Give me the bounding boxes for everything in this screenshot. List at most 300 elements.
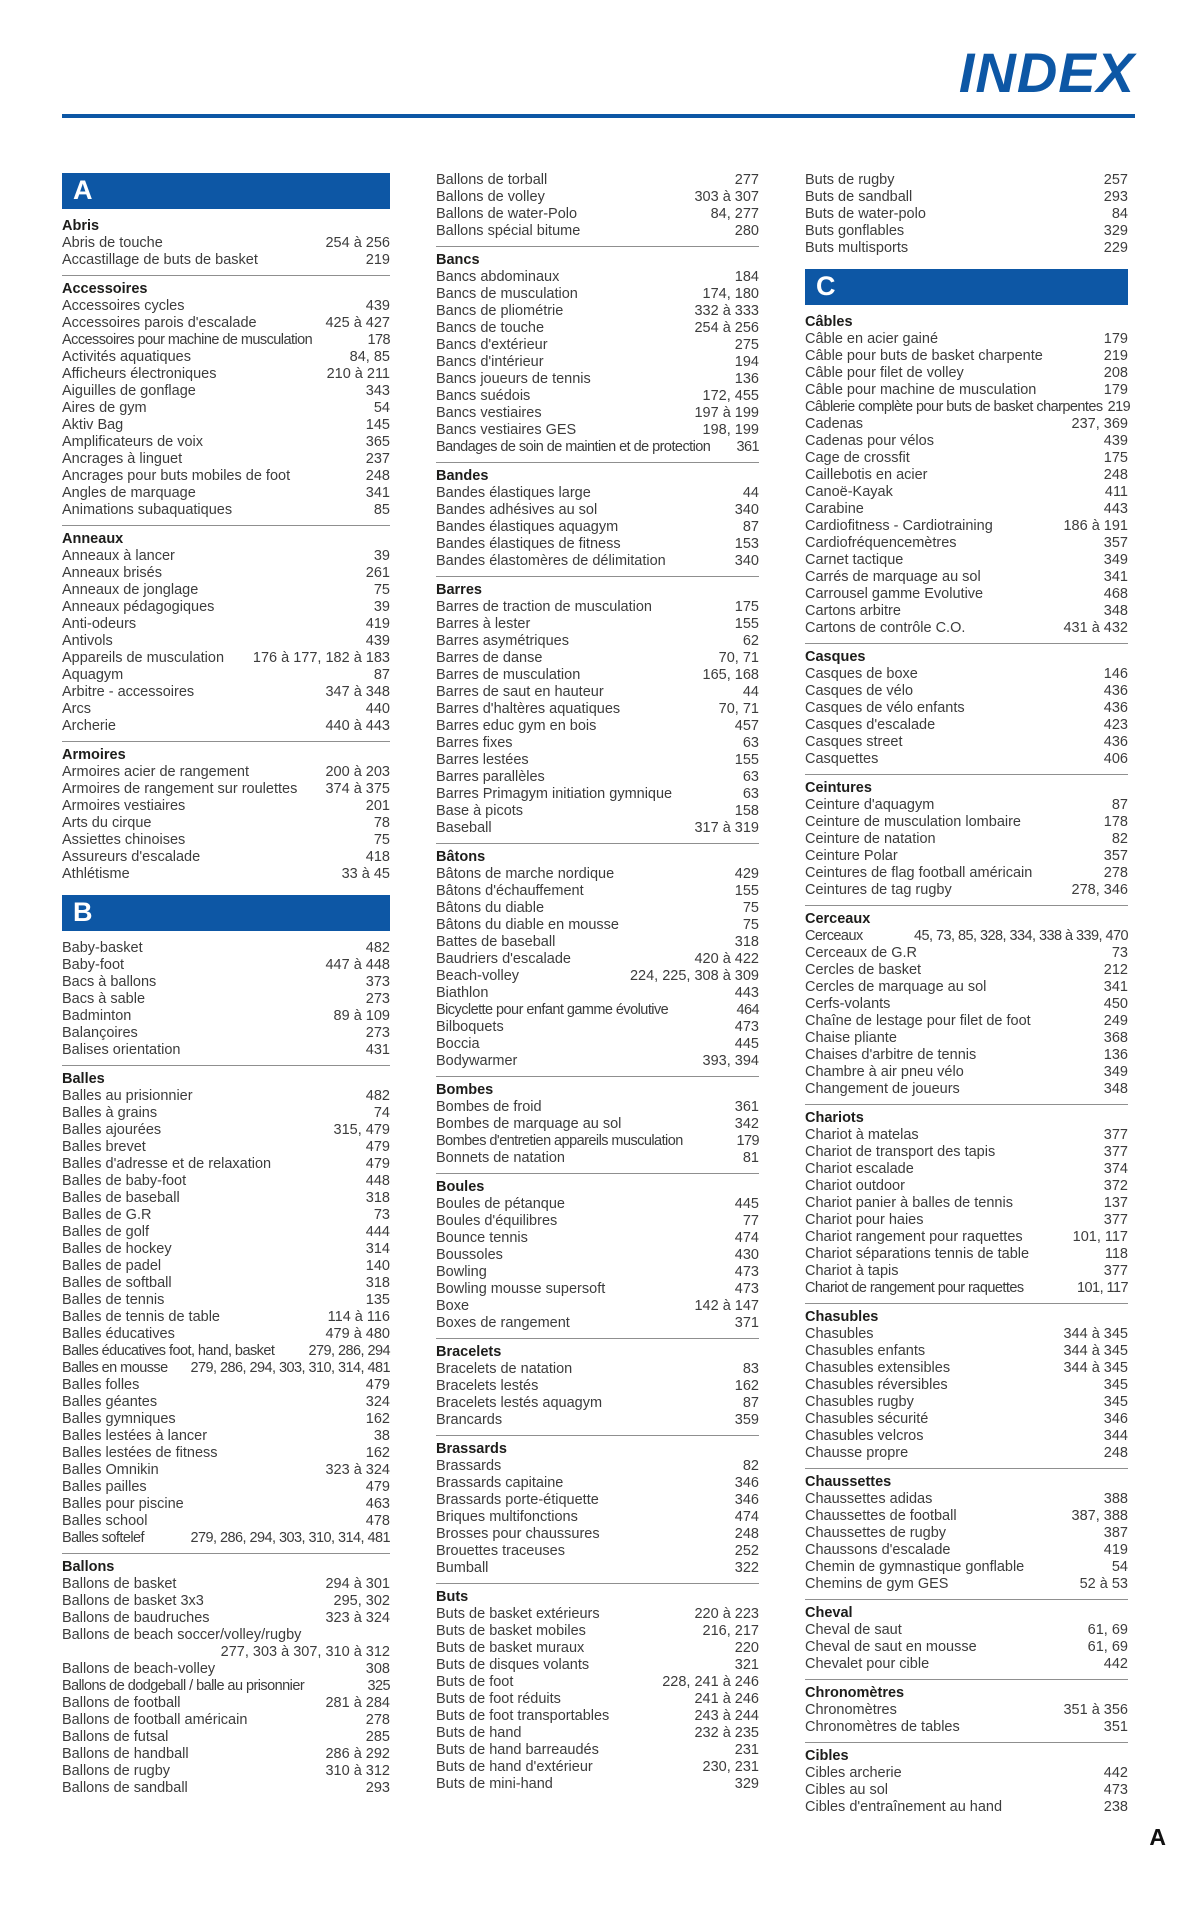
entry-label: Boules d'équilibres — [436, 1213, 558, 1229]
entry-pages: 479 — [365, 1156, 390, 1172]
entry-pages: 440 — [365, 701, 390, 717]
entry-pages: 419 — [1103, 1542, 1128, 1558]
entry-pages: 87 — [742, 1395, 759, 1411]
index-entry — [62, 565, 390, 582]
entry-pages: 349 — [1103, 552, 1128, 568]
entry-pages: 345 — [1103, 1394, 1128, 1410]
entry-label: Balles softelef — [62, 1530, 145, 1546]
entry-pages: 463 — [365, 1496, 390, 1512]
index-entry — [805, 865, 1128, 882]
entry-label: Chasubles velcros — [805, 1428, 924, 1444]
index-entry — [805, 1263, 1128, 1280]
entry-label: Casquettes — [805, 751, 879, 767]
index-entry — [805, 518, 1128, 535]
index-column-3 — [805, 172, 1131, 1816]
entry-label: Ceinture Polar — [805, 848, 898, 864]
entry-pages: 318 — [365, 1190, 390, 1206]
entry-label: Cadenas — [805, 416, 864, 432]
entry-pages: 39 — [373, 548, 390, 564]
entry-pages: 340 — [734, 553, 759, 569]
entry-label: Biathlon — [436, 985, 489, 1001]
entry-label: Changement de joueurs — [805, 1081, 960, 1097]
entry-label: Buts multisports — [805, 240, 909, 256]
entry-label: Chasubles réversibles — [805, 1377, 948, 1393]
entry-label: Balles de golf — [62, 1224, 150, 1240]
entry-pages: 439 — [365, 298, 390, 314]
index-entry — [62, 252, 390, 269]
entry-label: Bancs joueurs de tennis — [436, 371, 591, 387]
entry-pages: 346 — [1103, 1411, 1128, 1427]
entry-label: Arbitre - accessoires — [62, 684, 195, 700]
index-entry — [436, 599, 759, 616]
entry-pages: 248 — [734, 1526, 759, 1542]
entry-label: Balles en mousse — [62, 1360, 168, 1376]
entry-label: Baudriers d'escalade — [436, 951, 571, 967]
index-entry — [436, 388, 759, 405]
entry-pages: 186 à 191 — [1063, 518, 1128, 534]
entry-pages: 329 — [1103, 223, 1128, 239]
entry-label: Brouettes traceuses — [436, 1543, 565, 1559]
index-entry — [62, 451, 390, 468]
entry-pages: 332 à 333 — [694, 303, 759, 319]
index-entry — [62, 1309, 390, 1326]
entry-label: Buts de hand — [436, 1725, 522, 1741]
entry-label: Ballons de handball — [62, 1746, 189, 1762]
index-entry — [805, 962, 1128, 979]
entry-pages: 318 — [734, 934, 759, 950]
entry-pages: 85 — [373, 502, 390, 518]
entry-label: Barres à lester — [436, 616, 531, 632]
index-entry — [62, 366, 390, 383]
index-entry — [436, 1019, 759, 1036]
entry-label: Câblerie complète pour buts de basket charpentes — [805, 399, 1103, 415]
index-entry — [805, 797, 1128, 814]
entry-label: Ballons de torball — [436, 172, 548, 188]
entry-label: Casques d'escalade — [805, 717, 936, 733]
index-entry — [805, 365, 1128, 382]
page-letter: A — [1149, 1824, 1166, 1850]
entry-pages: 146 — [1103, 666, 1128, 682]
entry-pages: 343 — [365, 383, 390, 399]
entry-pages: 442 — [1103, 1656, 1128, 1672]
index-entry — [62, 815, 390, 832]
entry-pages: 377 — [1103, 1212, 1128, 1228]
entry-label: Carrés de marquage au sol — [805, 569, 981, 585]
section-header: Bracelets — [436, 1344, 502, 1360]
index-entry — [436, 1150, 759, 1167]
index-columns — [62, 172, 1131, 1816]
section-header: Chronomètres — [805, 1685, 905, 1701]
section-divider — [805, 1679, 1128, 1680]
index-entry — [62, 1712, 390, 1729]
entry-label: Bâtons de marche nordique — [436, 866, 615, 882]
entry-pages: 201 — [365, 798, 390, 814]
entry-pages: 279, 286, 294 — [308, 1343, 390, 1359]
index-entry — [62, 1258, 390, 1275]
index-entry — [805, 1178, 1128, 1195]
index-entry — [436, 1657, 759, 1674]
entry-pages: 44 — [742, 684, 759, 700]
entry-pages: 359 — [734, 1412, 759, 1428]
entry-pages: 135 — [365, 1292, 390, 1308]
entry-label: Cheval de saut en mousse — [805, 1639, 977, 1655]
section-header: Barres — [436, 582, 482, 598]
entry-label: Aires de gym — [62, 400, 147, 416]
entry-pages: 293 — [365, 1780, 390, 1796]
entry-pages: 344 à 345 — [1063, 1343, 1128, 1359]
entry-label: Ballons spécial bitume — [436, 223, 581, 239]
entry-label: Chariot pour haies — [805, 1212, 924, 1228]
entry-label: Chaîne de lestage pour filet de foot — [805, 1013, 1031, 1029]
entry-pages: 473 — [734, 1281, 759, 1297]
entry-pages: 346 — [734, 1492, 759, 1508]
entry-pages: 436 — [1103, 683, 1128, 699]
index-entry — [805, 484, 1128, 501]
section-header: Chaussettes — [805, 1474, 892, 1490]
entry-label: Barres d'haltères aquatiques — [436, 701, 621, 717]
index-entry — [62, 235, 390, 252]
index-entry — [436, 1492, 759, 1509]
entry-label: Buts de mini-hand — [436, 1776, 553, 1792]
entry-label: Badminton — [62, 1008, 132, 1024]
index-entry — [62, 582, 390, 599]
section-divider — [436, 576, 759, 577]
entry-pages: 155 — [734, 616, 759, 632]
index-entry — [436, 1196, 759, 1213]
entry-label: Bandes adhésives au sol — [436, 502, 598, 518]
entry-pages: 44 — [742, 485, 759, 501]
index-entry — [436, 1623, 759, 1640]
section-header: Cheval — [805, 1605, 853, 1621]
entry-label: Buts de foot transportables — [436, 1708, 610, 1724]
entry-pages: 325 — [367, 1678, 390, 1694]
entry-label: Balles à grains — [62, 1105, 158, 1121]
index-entry — [805, 552, 1128, 569]
entry-label: Câble en acier gainé — [805, 331, 939, 347]
index-entry — [805, 172, 1128, 189]
entry-pages: 145 — [365, 417, 390, 433]
entry-pages: 175 — [734, 599, 759, 615]
index-entry — [436, 1213, 759, 1230]
entry-label: Ballons de water-Polo — [436, 206, 578, 222]
entry-label: Antivols — [62, 633, 113, 649]
entry-label: Chaussettes de football — [805, 1508, 957, 1524]
entry-pages: 321 — [734, 1657, 759, 1673]
section-header: Accessoires — [62, 281, 148, 297]
entry-label: Bancs vestiaires GES — [436, 422, 577, 438]
entry-label: Ancrages pour buts mobiles de foot — [62, 468, 291, 484]
entry-pages: 172, 455 — [702, 388, 759, 404]
entry-label: Bicyclette pour enfant gamme évolutive — [436, 1002, 669, 1018]
index-entry — [62, 1428, 390, 1445]
entry-label: Chariot rangement pour raquettes — [805, 1229, 1023, 1245]
index-entry — [436, 1133, 759, 1150]
entry-label: Aquagym — [62, 667, 124, 683]
index-entry — [62, 1394, 390, 1411]
index-entry — [436, 1543, 759, 1560]
entry-label: Cerceaux — [805, 928, 863, 944]
entry-pages: 457 — [734, 718, 759, 734]
entry-label: Balises orientation — [62, 1042, 181, 1058]
entry-pages: 377 — [1103, 1144, 1128, 1160]
entry-pages: 228, 241 à 246 — [662, 1674, 759, 1690]
index-entry — [62, 1496, 390, 1513]
entry-pages: 347 à 348 — [325, 684, 390, 700]
entry-label: Chaussettes de rugby — [805, 1525, 947, 1541]
section-header: Cerceaux — [805, 911, 871, 927]
index-entry — [62, 940, 390, 957]
entry-pages: 198, 199 — [702, 422, 759, 438]
entry-label: Canoë-Kayak — [805, 484, 893, 500]
section-header: Bâtons — [436, 849, 486, 865]
entry-pages: 63 — [742, 786, 759, 802]
index-entry — [62, 1780, 390, 1797]
entry-label: Briques multifonctions — [436, 1509, 578, 1525]
entry-pages: 162 — [365, 1445, 390, 1461]
index-entry — [436, 1776, 759, 1793]
section-divider — [805, 1104, 1128, 1105]
entry-pages: 314 — [365, 1241, 390, 1257]
entry-label: Bancs de musculation — [436, 286, 578, 302]
index-entry — [805, 348, 1128, 365]
entry-pages: 212 — [1103, 962, 1128, 978]
entry-pages: 82 — [742, 1458, 759, 1474]
index-entry — [62, 1139, 390, 1156]
index-entry — [436, 405, 759, 422]
index-entry — [805, 1508, 1128, 1525]
entry-pages: 308 — [365, 1661, 390, 1677]
entry-pages: 87 — [742, 519, 759, 535]
entry-label: Casques de vélo — [805, 683, 914, 699]
entry-label: Buts de rugby — [805, 172, 895, 188]
index-entry — [805, 1064, 1128, 1081]
index-entry — [805, 1428, 1128, 1445]
entry-pages: 329 — [734, 1776, 759, 1792]
entry-label: Bumball — [436, 1560, 489, 1576]
index-entry — [436, 985, 759, 1002]
entry-pages: 479 — [365, 1479, 390, 1495]
index-entry — [62, 1122, 390, 1139]
entry-label: Ballons de basket — [62, 1576, 177, 1592]
entry-label: Bandes élastomères de délimitation — [436, 553, 666, 569]
index-entry — [62, 832, 390, 849]
entry-pages: 310 à 312 — [325, 1763, 390, 1779]
index-entry — [436, 735, 759, 752]
entry-pages: 178 — [367, 332, 390, 348]
entry-label: Ballons de beach soccer/volley/rugby — [62, 1627, 302, 1643]
index-entry — [805, 1765, 1128, 1782]
entry-label: Barres educ gym en bois — [436, 718, 597, 734]
index-entry — [805, 882, 1128, 899]
entry-pages: 153 — [734, 536, 759, 552]
entry-pages: 374 à 375 — [325, 781, 390, 797]
entry-pages: 220 à 223 — [694, 1606, 759, 1622]
index-entry — [805, 1491, 1128, 1508]
entry-label: Bancs d'intérieur — [436, 354, 544, 370]
index-entry — [805, 433, 1128, 450]
entry-label: Cartons de contrôle C.O. — [805, 620, 966, 636]
index-entry — [436, 1230, 759, 1247]
entry-label: Balançoires — [62, 1025, 138, 1041]
index-entry — [436, 337, 759, 354]
entry-pages: 232 à 235 — [694, 1725, 759, 1741]
entry-pages: 174, 180 — [702, 286, 759, 302]
entry-label: Carabine — [805, 501, 864, 517]
index-entry — [805, 1195, 1128, 1212]
entry-pages: 179 — [1103, 331, 1128, 347]
index-entry — [62, 1207, 390, 1224]
entry-label: Chronomètres — [805, 1702, 897, 1718]
entry-label: Carrousel gamme Evolutive — [805, 586, 984, 602]
entry-pages: 75 — [742, 917, 759, 933]
entry-label: Chausse propre — [805, 1445, 909, 1461]
entry-label: Balles ajourées — [62, 1122, 162, 1138]
section-divider — [436, 843, 759, 844]
index-entry — [62, 298, 390, 315]
index-entry — [805, 223, 1128, 240]
entry-label: Barres Primagym initiation gymnique — [436, 786, 673, 802]
index-entry — [805, 501, 1128, 518]
entry-label: Bandages de soin de maintien et de protection — [436, 439, 711, 455]
index-entry — [62, 315, 390, 332]
entry-label: Balles lestées de fitness — [62, 1445, 218, 1461]
index-entry — [436, 223, 759, 240]
index-entry — [805, 467, 1128, 484]
entry-label: Barres parallèles — [436, 769, 545, 785]
index-entry — [805, 450, 1128, 467]
index-entry — [436, 502, 759, 519]
entry-pages: 101, 117 — [1072, 1229, 1128, 1245]
index-entry — [805, 831, 1128, 848]
index-entry — [436, 718, 759, 735]
entry-label: Caillebotis en acier — [805, 467, 928, 483]
entry-pages: 346 — [734, 1475, 759, 1491]
section-divider — [436, 1338, 759, 1339]
index-entry — [805, 1559, 1128, 1576]
index-entry — [436, 934, 759, 951]
entry-pages: 436 — [1103, 700, 1128, 716]
entry-label: Assiettes chinoises — [62, 832, 186, 848]
index-entry — [436, 422, 759, 439]
index-entry — [436, 320, 759, 337]
index-entry — [62, 1763, 390, 1780]
entry-label: Casques street — [805, 734, 903, 750]
index-entry — [62, 1156, 390, 1173]
entry-pages: 341 — [1103, 569, 1128, 585]
entry-pages: 261 — [365, 565, 390, 581]
entry-pages: 82 — [1111, 831, 1128, 847]
index-entry — [805, 945, 1128, 962]
index-entry — [805, 1047, 1128, 1064]
index-entry — [62, 434, 390, 451]
index-entry — [805, 416, 1128, 433]
entry-pages: 75 — [373, 832, 390, 848]
entry-label: Bracelets lestés — [436, 1378, 539, 1394]
entry-label: Arts du cirque — [62, 815, 152, 831]
entry-pages: 349 — [1103, 1064, 1128, 1080]
index-entry — [62, 1678, 390, 1695]
entry-pages: 254 à 256 — [694, 320, 759, 336]
entry-label: Carnet tactique — [805, 552, 904, 568]
entry-pages: 84, 277 — [710, 206, 759, 222]
entry-label: Balles de baseball — [62, 1190, 180, 1206]
entry-pages: 194 — [734, 354, 759, 370]
entry-label: Ceintures de flag football américain — [805, 865, 1033, 881]
entry-label: Chambre à air pneu vélo — [805, 1064, 964, 1080]
entry-label: Buts gonflables — [805, 223, 905, 239]
entry-pages: 345 — [1103, 1377, 1128, 1393]
index-entry — [436, 536, 759, 553]
entry-pages: 75 — [742, 900, 759, 916]
entry-label: Buts de foot réduits — [436, 1691, 561, 1707]
index-entry — [805, 569, 1128, 586]
entry-label: Balles de tennis — [62, 1292, 165, 1308]
entry-pages: 420 à 422 — [694, 951, 759, 967]
entry-label: Battes de baseball — [436, 934, 556, 950]
section-header: Bandes — [436, 468, 489, 484]
entry-pages: 231 — [734, 1742, 759, 1758]
index-entry — [805, 996, 1128, 1013]
entry-label: Câble pour filet de volley — [805, 365, 964, 381]
entry-label: Balles au prisionnier — [62, 1088, 193, 1104]
entry-pages: 230, 231 — [702, 1759, 759, 1775]
entry-label: Balles de hockey — [62, 1241, 172, 1257]
entry-pages: 257 — [1103, 172, 1128, 188]
index-entry — [805, 979, 1128, 996]
entry-pages: 275 — [734, 337, 759, 353]
entry-label: Ballons de rugby — [62, 1763, 171, 1779]
entry-pages: 241 à 246 — [694, 1691, 759, 1707]
index-entry — [436, 1458, 759, 1475]
entry-label: Barres de danse — [436, 650, 543, 666]
entry-pages: 372 — [1103, 1178, 1128, 1194]
entry-pages: 224, 225, 308 à 309 — [629, 968, 759, 984]
letter-bar-c — [805, 269, 1128, 305]
section-divider — [805, 1742, 1128, 1743]
index-entry — [436, 1099, 759, 1116]
index-entry — [62, 1326, 390, 1343]
entry-pages: 280 — [734, 223, 759, 239]
index-entry — [436, 820, 759, 837]
index-entry — [805, 1377, 1128, 1394]
entry-pages: 365 — [365, 434, 390, 450]
entry-pages: 101, 117 — [1077, 1280, 1128, 1296]
index-column-1 — [62, 172, 390, 1816]
entry-pages: 295, 302 — [333, 1593, 390, 1609]
entry-pages: 286 à 292 — [325, 1746, 390, 1762]
index-entry — [62, 718, 390, 735]
entry-label: Bandes élastiques de fitness — [436, 536, 621, 552]
entry-label: Cartons arbitre — [805, 603, 901, 619]
entry-label: Chariot à tapis — [805, 1263, 899, 1279]
entry-pages: 303 à 307 — [694, 189, 759, 205]
index-entry — [436, 1378, 759, 1395]
entry-label: Bacs à sable — [62, 991, 146, 1007]
entry-pages: 52 à 53 — [1079, 1576, 1128, 1592]
index-entry — [62, 667, 390, 684]
entry-label: Bancs d'extérieur — [436, 337, 548, 353]
entry-label: Balles gymniques — [62, 1411, 176, 1427]
entry-label: Boules de pétanque — [436, 1196, 565, 1212]
entry-pages: 445 — [734, 1196, 759, 1212]
entry-label: Ceintures de tag rugby — [805, 882, 952, 898]
index-entry — [436, 1247, 759, 1264]
index-entry — [436, 803, 759, 820]
entry-pages: 322 — [734, 1560, 759, 1576]
index-entry — [62, 650, 390, 667]
entry-label: Cibles d'entraînement au hand — [805, 1799, 1003, 1815]
entry-label: Balles pour piscine — [62, 1496, 184, 1512]
